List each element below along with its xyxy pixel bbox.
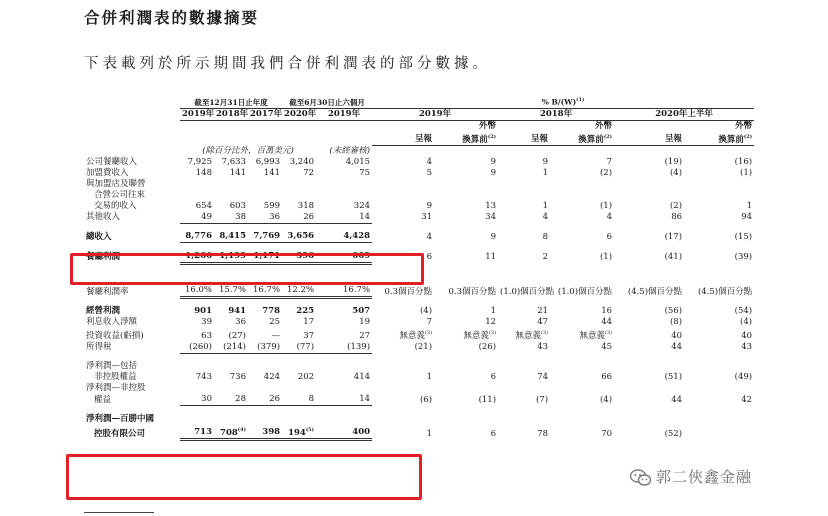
- report-header: 呈報: [372, 132, 434, 146]
- fx-header: 換算前$^{(2)}$: [684, 132, 754, 146]
- table-row: 與加盟店及聯營: [86, 178, 146, 189]
- year-col: 2017年: [250, 108, 283, 119]
- table-row: 投資收益(虧損) 63 (27) — 37 27 無意義$^{(3)}$ 無意義$^{(3)}$ 無意義$^{(3)}$ 無意義$^{(3)}$ 40 40: [86, 329, 753, 341]
- pct-year-col: 2019年: [372, 108, 498, 120]
- table-row: 加盟費收入 148 141 141 72 75 5 9 1 (2) (4) (1): [86, 167, 753, 178]
- report-header: 呈報: [498, 132, 550, 146]
- fx-header: 換算前$^{(2)}$: [550, 132, 614, 146]
- intro-text: 下表載列於所示期間我們合併利潤表的部分數據。: [84, 56, 491, 72]
- table-row: 權益 30 28 26 8 14 (6) (11) (7) (4) 44 42: [94, 394, 753, 405]
- table-row: 合營公司往來: [94, 189, 146, 200]
- section-heading: 合併利潤表的數據摘要: [84, 9, 260, 27]
- wechat-icon: [630, 469, 652, 487]
- group-header-pct: % $B/(W)^{(1)}$: [372, 95, 754, 108]
- table-row-restaurant-profit: 餐廳利潤 1,266 1,199 1,171 396 669 6 11 2 (1) (41) (39): [86, 250, 753, 263]
- unit-note: (除百分比外，百萬美元): [202, 145, 294, 156]
- year-col: 2019年: [316, 108, 372, 120]
- fx-header: 外幣: [735, 120, 753, 131]
- group-header-year-end: 截至12月31日止年度: [180, 95, 282, 108]
- table-row: 淨利潤—包括: [86, 361, 138, 372]
- highlight-net-profit: [66, 454, 422, 500]
- highlight-total-revenue: [70, 253, 424, 285]
- table-row-operating-profit: 經營利潤 901 941 778 225 507 (4) 1 21 16 (56) (54): [86, 305, 753, 316]
- unaudited-note: (未經審核): [329, 145, 371, 156]
- table-row-margin: 餐廳利潤率 16.0% 15.7% 16.7% 12.2% 16.7% 0.3個百分點 0.3個百分點 (1.0)個百分點 (1.0)個百分點 (4.5)個百分點 (4.5)個百分點: [86, 285, 753, 297]
- watermark-text: 郭二俠鑫金融: [656, 468, 753, 486]
- report-header: 呈報: [614, 132, 684, 146]
- table-row-net-profit-yum-china: 淨利潤—百勝中國: [86, 413, 155, 424]
- fx-header: 外幣: [595, 120, 613, 131]
- bottom-divider: [84, 512, 154, 513]
- table-row: 公司餐廳收入 7,925 7,633 6,993 3,240 4,015 4 9 9 7 (19) (16): [86, 156, 753, 167]
- fx-header: 外幣: [479, 120, 497, 131]
- year-col: 2020年: [284, 108, 317, 119]
- group-header-six-months: 截至6月30日止六個月: [282, 95, 372, 108]
- table-row: 其他收入 49 38 36 26 14 31 34 4 4 86 94: [86, 211, 753, 223]
- year-col: 2018年: [216, 108, 249, 119]
- table-row-net-profit-yum-china: 控股有限公司 713 708$^{(4)}$ 398 194$^{(5)}$ 400 1 6 78 70 (52): [94, 426, 683, 439]
- table-row: 非控股權益 743 736 424 202 414 1 6 74 66 (51) (49): [94, 372, 753, 383]
- year-col: 2019年: [182, 108, 215, 119]
- pct-year-col: 2018年: [498, 108, 614, 120]
- table-row: 淨利潤—非控股: [86, 383, 146, 394]
- pct-year-col: 2020年上半年: [614, 108, 754, 120]
- table-row: 利息收入淨額 39 36 25 17 19 7 12 47 44 (8) (4): [86, 316, 753, 327]
- fx-header: 換算前$^{(2)}$: [434, 132, 498, 146]
- table-row: 交易的收入 654 603 599 318 324 9 13 1 (1) (2) 1: [94, 200, 753, 211]
- table-row: 所得稅 (260) (214) (379) (77) (139) (21) (26) 43 45 44 43: [86, 341, 753, 353]
- table-row-total-revenue: 總收入 8,776 8,415 7,769 3,656 4,428 4 9 8 6 (17) (15): [86, 231, 753, 242]
- watermark: [630, 466, 752, 487]
